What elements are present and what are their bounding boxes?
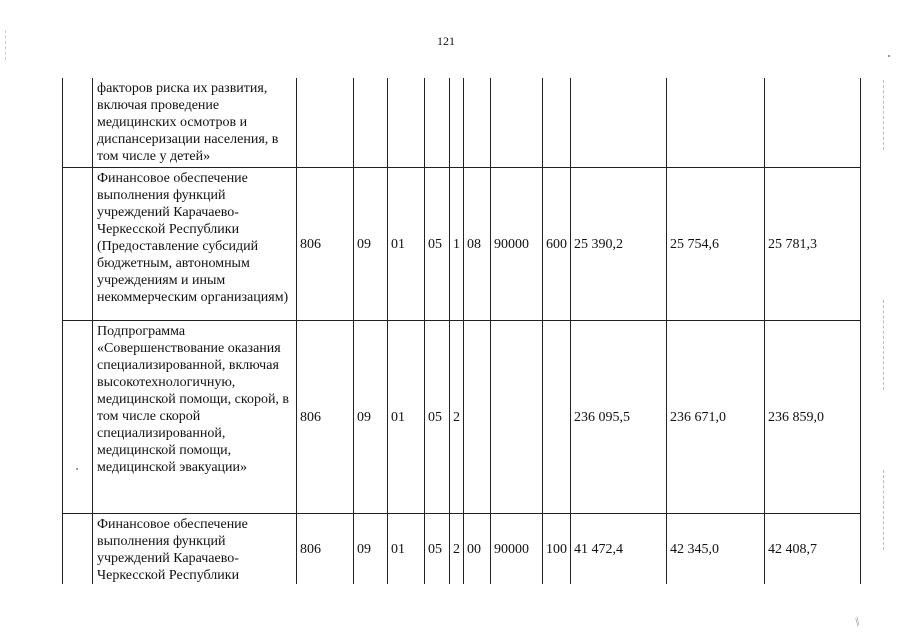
target-code-2-cell: 2 bbox=[450, 321, 464, 514]
section-cell bbox=[354, 78, 388, 168]
description-cell: Финансовое обеспечение выполнения функций учреждений Карачаево-Черкесской Республики bbox=[93, 514, 297, 585]
description-cell: факторов риска их развития, включая проведение медицинских осмотров и диспансеризации населения, в том числе у детей» bbox=[93, 78, 297, 168]
target-code-3-cell bbox=[464, 78, 491, 168]
subsection-cell: 01 bbox=[388, 514, 425, 585]
page-number: 121 bbox=[437, 34, 455, 48]
table-row bbox=[63, 78, 861, 168]
sum-cell-1: 236 095,5 bbox=[571, 321, 667, 514]
section-cell: 09 bbox=[354, 514, 388, 585]
sum-cell-1 bbox=[571, 78, 667, 168]
ministry-cell: 806 bbox=[297, 321, 354, 514]
section-cell: 09 bbox=[354, 321, 388, 514]
ministry-cell: 806 bbox=[297, 168, 354, 321]
target-code-3-cell: 00 bbox=[464, 514, 491, 585]
budget-table bbox=[62, 78, 861, 584]
description-cell: Финансовое обеспечение выполнения функций учреждений Карачаево-Черкесской Республики (Предоставление субсидий бюджетным, автономным учреждениям и иным некоммерческим организациям) bbox=[93, 168, 297, 321]
target-code-3-cell: 08 bbox=[464, 168, 491, 321]
ministry-cell bbox=[297, 78, 354, 168]
sum-cell-1: 25 390,2 bbox=[571, 168, 667, 321]
subsection-cell: 01 bbox=[388, 321, 425, 514]
target-code-4-cell: 90000 bbox=[491, 514, 543, 585]
target-code-4-cell bbox=[491, 78, 543, 168]
target-code-4-cell: 90000 bbox=[491, 168, 543, 321]
scan-edge-mark bbox=[883, 80, 885, 150]
subsection-cell: 01 bbox=[388, 168, 425, 321]
expense-type-cell: 100 bbox=[543, 514, 571, 585]
sum-cell-3: 42 408,7 bbox=[765, 514, 861, 585]
sum-cell-3: 236 859,0 bbox=[765, 321, 861, 514]
target-code-2-cell: 2 bbox=[450, 514, 464, 585]
target-code-1-cell: 05 bbox=[425, 514, 450, 585]
sum-cell-2: 42 345,0 bbox=[667, 514, 765, 585]
target-code-3-cell bbox=[464, 321, 491, 514]
scan-edge-mark bbox=[883, 470, 885, 550]
sum-cell-2: 25 754,6 bbox=[667, 168, 765, 321]
target-code-2-cell bbox=[450, 78, 464, 168]
blank-cell bbox=[63, 321, 93, 514]
sum-cell-2: 236 671,0 bbox=[667, 321, 765, 514]
blank-cell bbox=[63, 78, 93, 168]
sum-cell-3: 25 781,3 bbox=[765, 168, 861, 321]
sum-cell-2 bbox=[667, 78, 765, 168]
target-code-1-cell: 05 bbox=[425, 168, 450, 321]
scan-dot bbox=[888, 55, 890, 57]
expense-type-cell bbox=[543, 78, 571, 168]
expense-type-cell: 600 bbox=[543, 168, 571, 321]
table-row bbox=[63, 168, 861, 321]
sum-cell-3 bbox=[765, 78, 861, 168]
blank-cell bbox=[63, 514, 93, 585]
table-row bbox=[63, 514, 861, 585]
section-cell: 09 bbox=[354, 168, 388, 321]
sum-cell-1: 41 472,4 bbox=[571, 514, 667, 585]
expense-type-cell bbox=[543, 321, 571, 514]
target-code-2-cell: 1 bbox=[450, 168, 464, 321]
table-row bbox=[63, 321, 861, 514]
target-code-1-cell: 05 bbox=[425, 321, 450, 514]
scan-edge-mark bbox=[883, 300, 885, 390]
blank-cell bbox=[63, 168, 93, 321]
pen-mark: ∕∕ bbox=[852, 616, 864, 628]
description-cell: Подпрограмма «Совершенствование оказания специализированной, включая высокотехнологичную, медицинской помощи, скорой, в том числе скорой специализированной, медицинской помощи, медицинской эвакуации» bbox=[93, 321, 297, 514]
target-code-4-cell bbox=[491, 321, 543, 514]
subsection-cell bbox=[388, 78, 425, 168]
ministry-cell: 806 bbox=[297, 514, 354, 585]
scan-edge-mark bbox=[5, 30, 6, 60]
target-code-1-cell bbox=[425, 78, 450, 168]
